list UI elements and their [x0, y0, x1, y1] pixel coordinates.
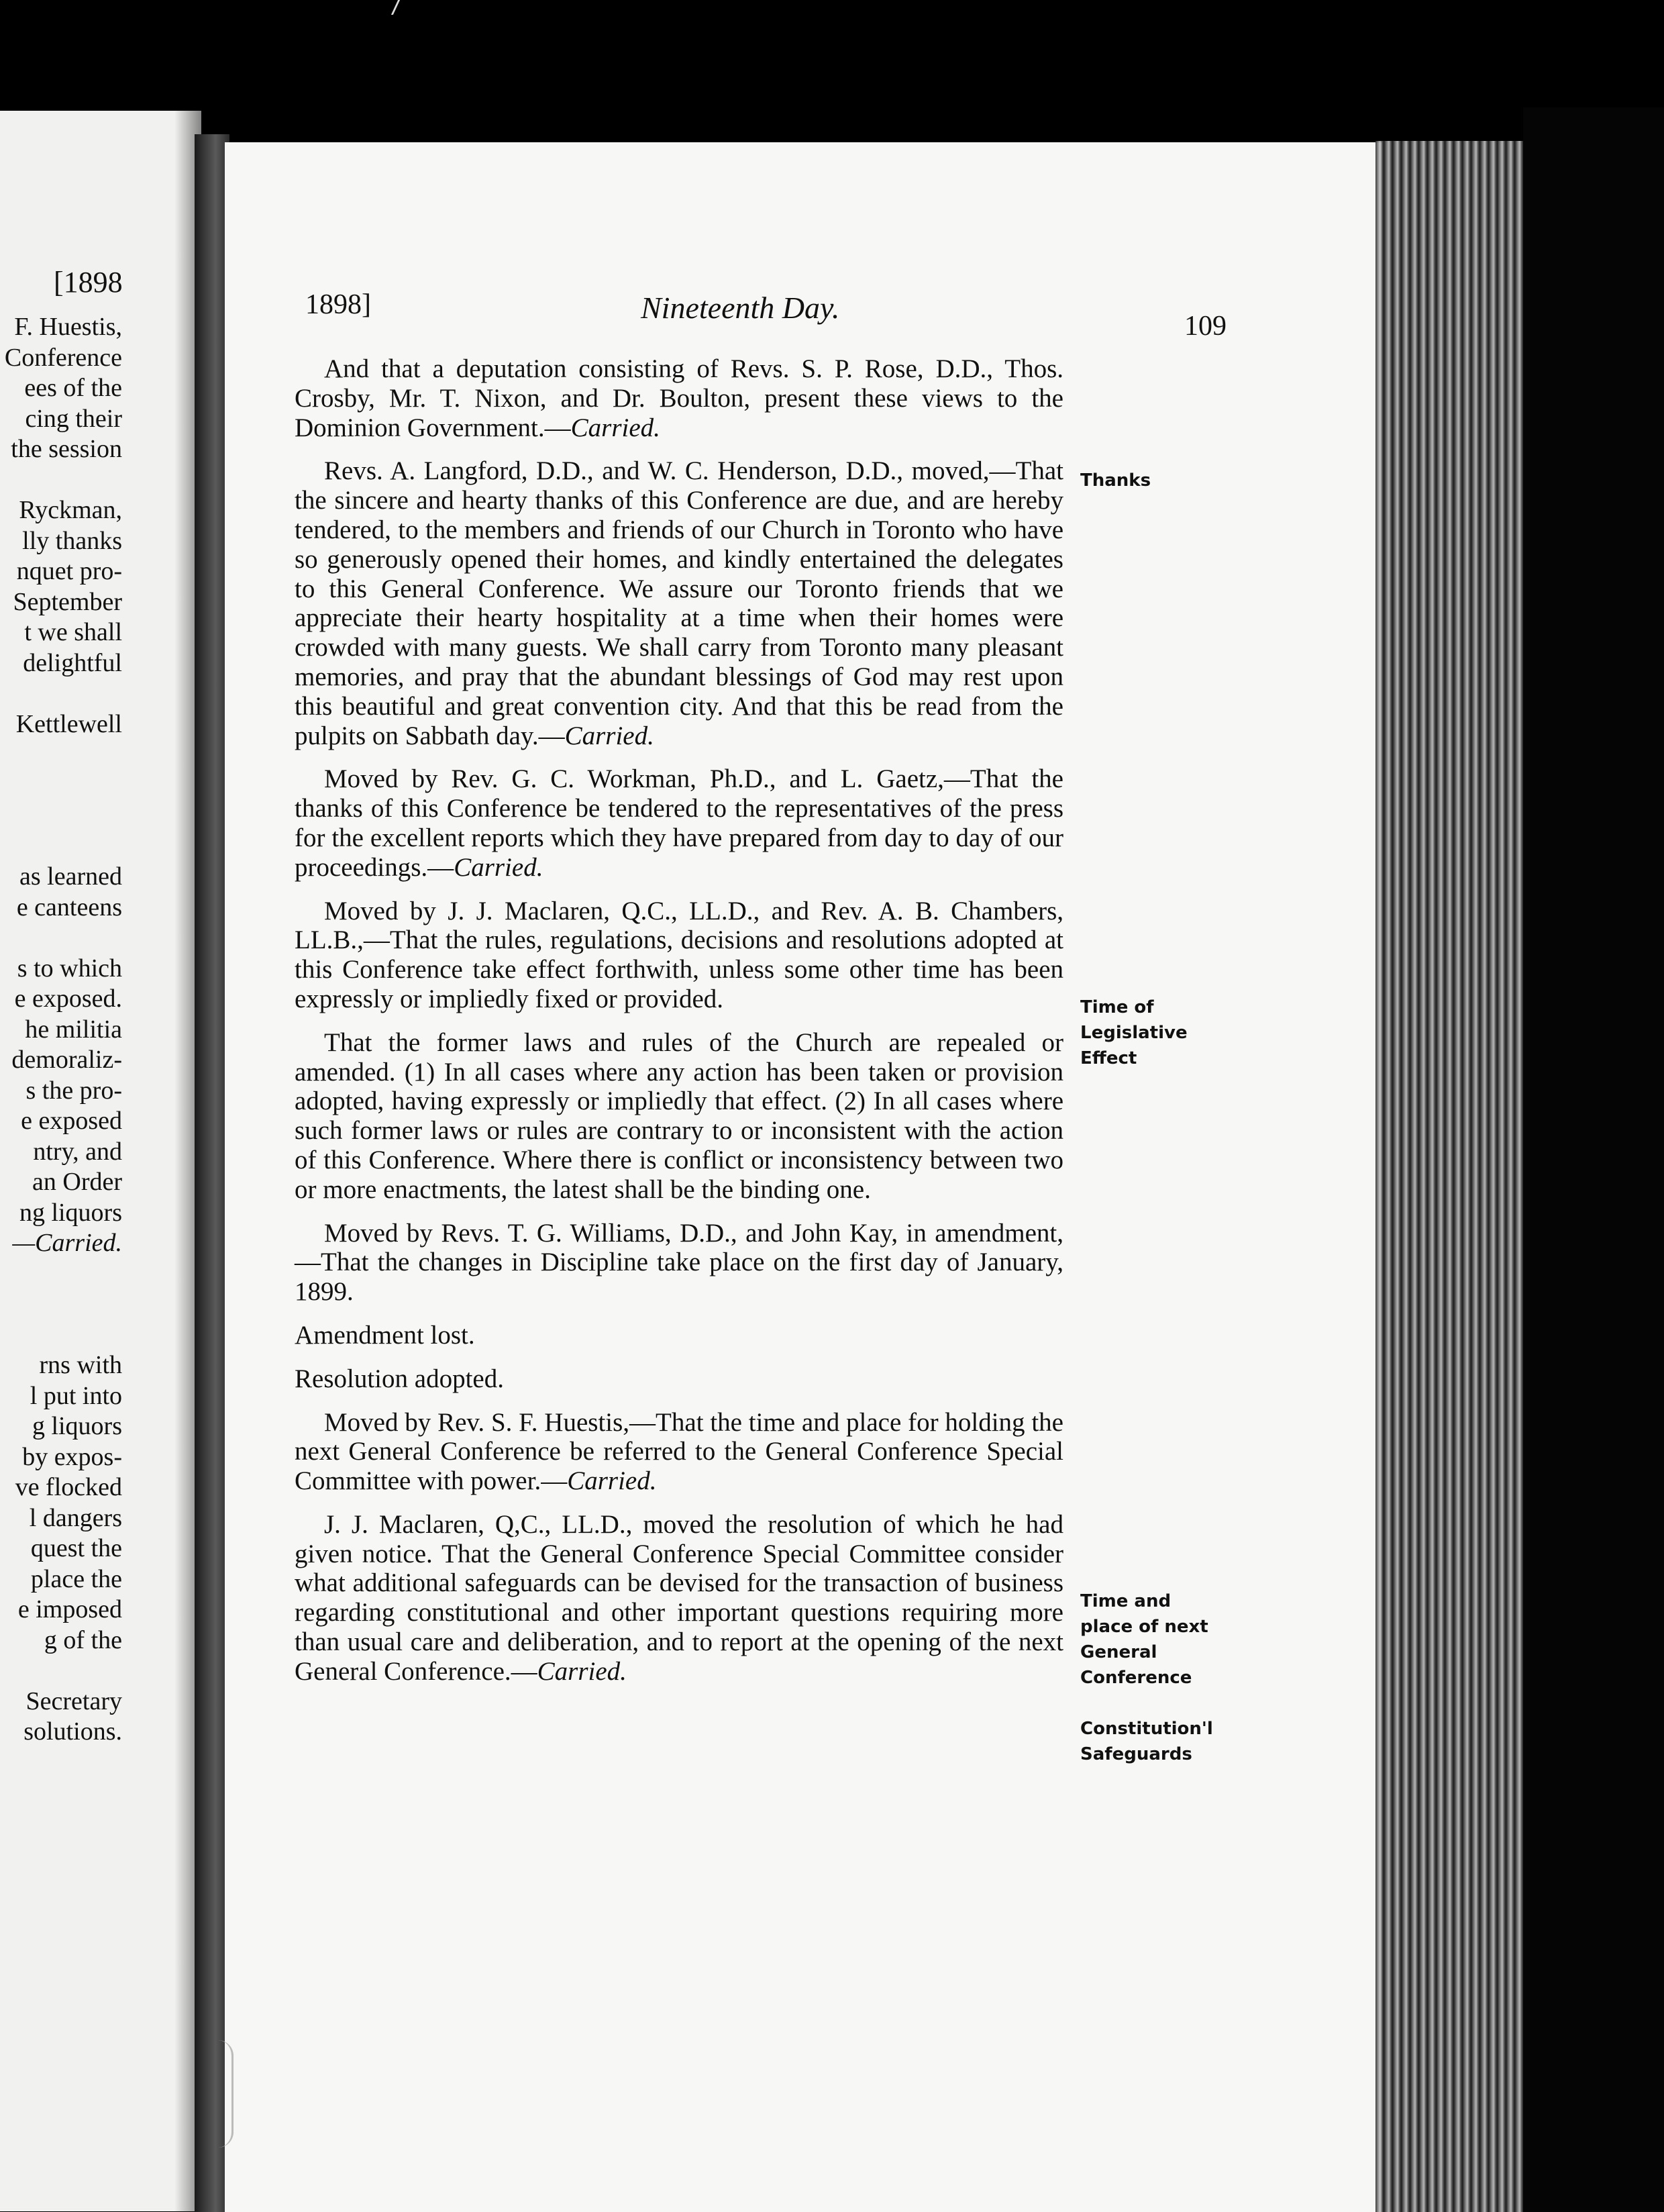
right-page — [225, 142, 1382, 2212]
left-text-fragment: ng liquors — [19, 1198, 122, 1227]
paragraph: And that a deputation consisting of Revs. S. P. Rose, D.D., Thos. Crosby, Mr. T. Nixon, and Dr. Boulton, present these views to the Dominion Government.—Carried. — [295, 354, 1063, 442]
left-text-fragment: nquet pro- — [16, 557, 122, 585]
paragraph: J. J. Maclaren, Q,C., LL.D., moved the resolution of which he had given notice. That the General Conference Special Committee consider what additional safeguards can be devised for the transaction of business regarding constitutional and other important questions requiring more than usual care and deliberation, and to report at the opening of the next General Conference.—Carried. — [295, 1509, 1063, 1686]
left-text-fragment: l dangers — [29, 1503, 122, 1532]
left-text-fragment: by expos- — [22, 1442, 122, 1471]
left-text-fragment: rns with — [39, 1351, 122, 1379]
left-text-fragment: demoraliz- — [11, 1046, 122, 1074]
paragraph: Moved by Revs. T. G. Williams, D.D., and John Kay, in amendment,—That the changes in Discipline take place on the first day of January, 1899. — [295, 1218, 1063, 1307]
paragraph: Moved by Rev. G. C. Workman, Ph.D., and L. Gaetz,—That the thanks of this Conference be tendered to the representatives of the press for the excellent reports which they have prepared from day to day of our proceedings.—Carried. — [295, 764, 1063, 882]
paragraph: Moved by Rev. S. F. Huestis,—That the time and place for holding the next General Conference be referred to the General Conference Special Committee with power.—Carried. — [295, 1407, 1063, 1496]
left-text-fragment: g liquors — [32, 1412, 122, 1440]
left-text-fragment: quest the — [30, 1534, 122, 1562]
left-text-fragment: ntry, and — [33, 1137, 122, 1166]
left-text-fragment: e canteens — [16, 893, 122, 921]
left-text-fragment: g of the — [44, 1625, 122, 1654]
left-text-fragment: s to which — [17, 954, 122, 983]
paragraph: Moved by J. J. Maclaren, Q.C., LL.D., and Rev. A. B. Chambers, LL.B.,—That the rules, regulations, decisions and resolutions adopted at this Conference take effect forthwith, unless some other time has been expressly or impliedly fixed or provided. — [295, 896, 1063, 1013]
left-text-fragment: Kettlewell — [15, 709, 122, 738]
left-text-fragment: l put into — [30, 1381, 122, 1410]
left-facing-page — [0, 111, 201, 2211]
left-text-fragment: Ryckman, — [19, 496, 122, 524]
page-edges — [1375, 141, 1530, 2212]
left-text-fragment: —Carried. — [12, 1229, 122, 1257]
left-page-header: [1898 — [54, 266, 123, 299]
margin-note-time-and-place: Time and place of next General Conference — [1080, 1591, 1208, 1688]
margin-note-constitutional: Constitution'l Safeguards — [1080, 1719, 1213, 1764]
left-text-fragment: s the pro- — [25, 1076, 122, 1105]
left-text-fragment: as learned — [19, 862, 122, 891]
left-text-fragment: an Order — [32, 1168, 122, 1196]
left-text-fragment: Conference — [4, 343, 122, 372]
left-text-fragment: the session — [11, 435, 122, 463]
left-text-fragment: t we shall — [24, 618, 122, 646]
left-text-fragment: e exposed — [21, 1107, 122, 1135]
paragraph: Revs. A. Langford, D.D., and W. C. Henderson, D.D., moved,—That the sincere and hearty thanks of this Conference are due, and are hereby tendered, to the members and friends of our Church in Toronto who have so generously opened their homes, and kindly entertained the delegates to this General Conference. We assure our Toronto friends that we appreciate their hearty hospitality at a time when their homes were crowded with many guests. We shall carry from Toronto many pleasant memories, and pray that the abundant blessings of God may rest upon this beautiful and great convention city. And that this be read from the pulpits on Sabbath day.—Carried. — [295, 456, 1063, 750]
running-head-year: 1898] — [305, 289, 371, 320]
body-text — [295, 354, 1063, 1701]
paragraph: That the former laws and rules of the Church are repealed or amended. (1) In all cases where any action has been taken or provision adopted, having expressly or impliedly that effect. (2) In all cases where such former laws or rules are contrary to or inconsistent with the action of this Conference. Where there is conflict or inconsistency between two or more enactments, the latest shall be the binding one. — [295, 1027, 1063, 1204]
left-text-fragment: solutions. — [23, 1717, 122, 1746]
left-text-fragment: e imposed — [17, 1595, 122, 1623]
left-text-fragment: lly thanks — [22, 526, 122, 555]
left-text-fragment: he militia — [25, 1015, 122, 1044]
margin-note-time-of-effect: Time of Legislative Effect — [1080, 997, 1188, 1068]
paragraph: Amendment lost. — [295, 1320, 475, 1350]
left-text-fragment: F. Huestis, — [14, 313, 122, 341]
left-text-fragment: ees of the — [24, 374, 122, 402]
scan-mark — [218, 2040, 233, 2148]
left-text-fragment: e exposed. — [14, 985, 122, 1013]
left-text-fragment: September — [13, 587, 122, 616]
left-text-fragment: Secretary — [25, 1687, 122, 1715]
left-text-fragment: ve flocked — [15, 1473, 122, 1501]
margin-note-thanks: Thanks — [1080, 470, 1151, 491]
left-text-fragment: delightful — [23, 648, 122, 677]
scan-mark — [391, 0, 420, 15]
paragraph: Resolution adopted. — [295, 1364, 504, 1393]
left-text-fragment: cing their — [25, 404, 122, 433]
left-text-fragment: place the — [30, 1564, 122, 1593]
running-head-title: Nineteenth Day. — [641, 291, 840, 325]
page-number: 109 — [1184, 311, 1227, 342]
edge-shadow — [1523, 107, 1664, 2212]
